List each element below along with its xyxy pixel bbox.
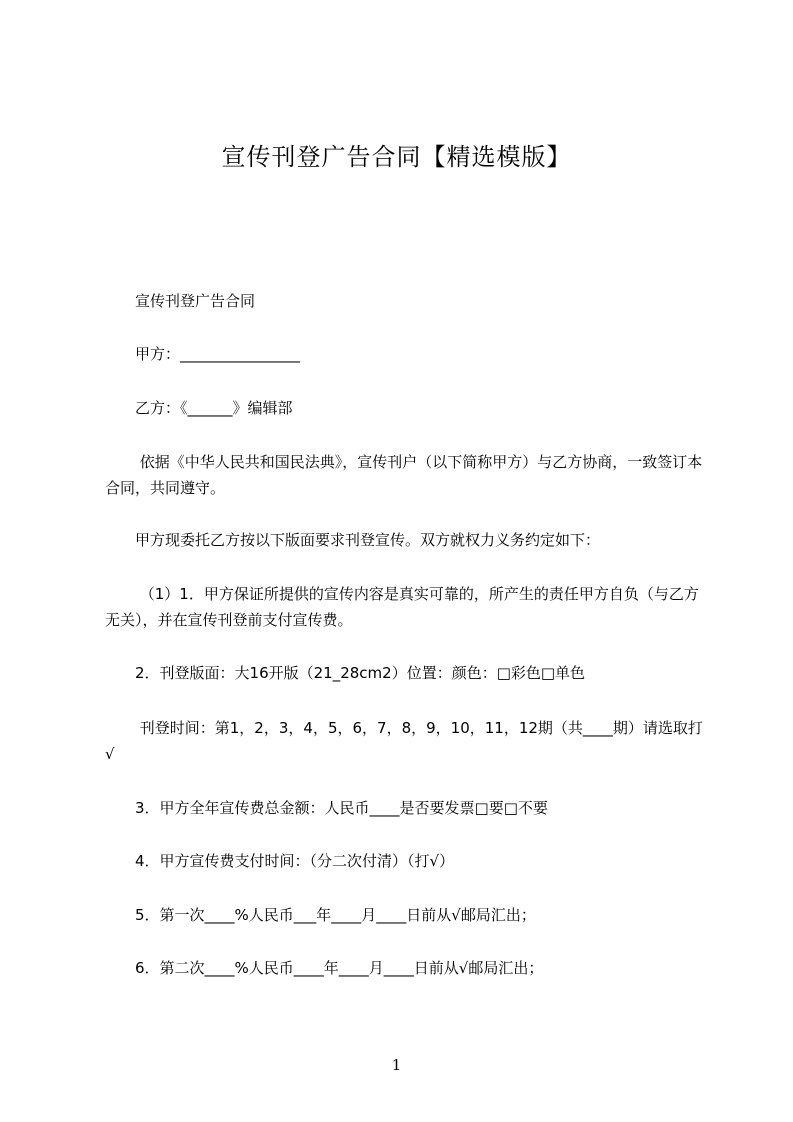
paragraph-clause-1: （1）1．甲方保证所提供的宣传内容是真实可靠的，所产生的责任甲方自负（与乙方无关），并在宣传刊登前支付宣传费。 bbox=[105, 585, 699, 629]
paragraph-entrustment: 甲方现委托乙方按以下版面要求刊登宣传。双方就权力义务约定如下： bbox=[105, 531, 601, 549]
paragraph-party-b: 乙方：《______》编辑部 bbox=[105, 399, 293, 417]
paragraph-party-a: 甲方：________________ bbox=[105, 345, 301, 363]
paragraph-clause-4: 4．甲方宣传费支付时间：（分二次付清）（打√） bbox=[105, 852, 455, 870]
paragraph-legal-basis: 依据《中华人民共和国民法典》，宣传刊户（以下简称甲方）与乙方协商，一致签订本合同，共同遵守。 bbox=[105, 453, 703, 497]
paragraph-clause-3: 3．甲方全年宣传费总金额：人民币____是否要发票□要□不要 bbox=[105, 799, 548, 817]
paragraph-publish-time: 刊登时间：第1，2，3，4，5，6，7，8，9，10，11，12期（共____期）请选取打√ bbox=[105, 719, 703, 763]
paragraph-contract-heading: 宣传刊登广告合同 bbox=[105, 292, 256, 310]
document-title: 宣传刊登广告合同【精选模版】 bbox=[221, 143, 572, 171]
paragraph-clause-2: 2．刊登版面：大16开版（21_28cm2）位置：颜色：□彩色□单色 bbox=[105, 664, 586, 682]
page-number: 1 bbox=[391, 1056, 402, 1074]
paragraph-clause-5: 5．第一次____%人民币___年____月____日前从√邮局汇出； bbox=[105, 906, 536, 924]
paragraph-clause-6: 6．第二次____%人民币____年____月____日前从√邮局汇出； bbox=[105, 959, 544, 977]
